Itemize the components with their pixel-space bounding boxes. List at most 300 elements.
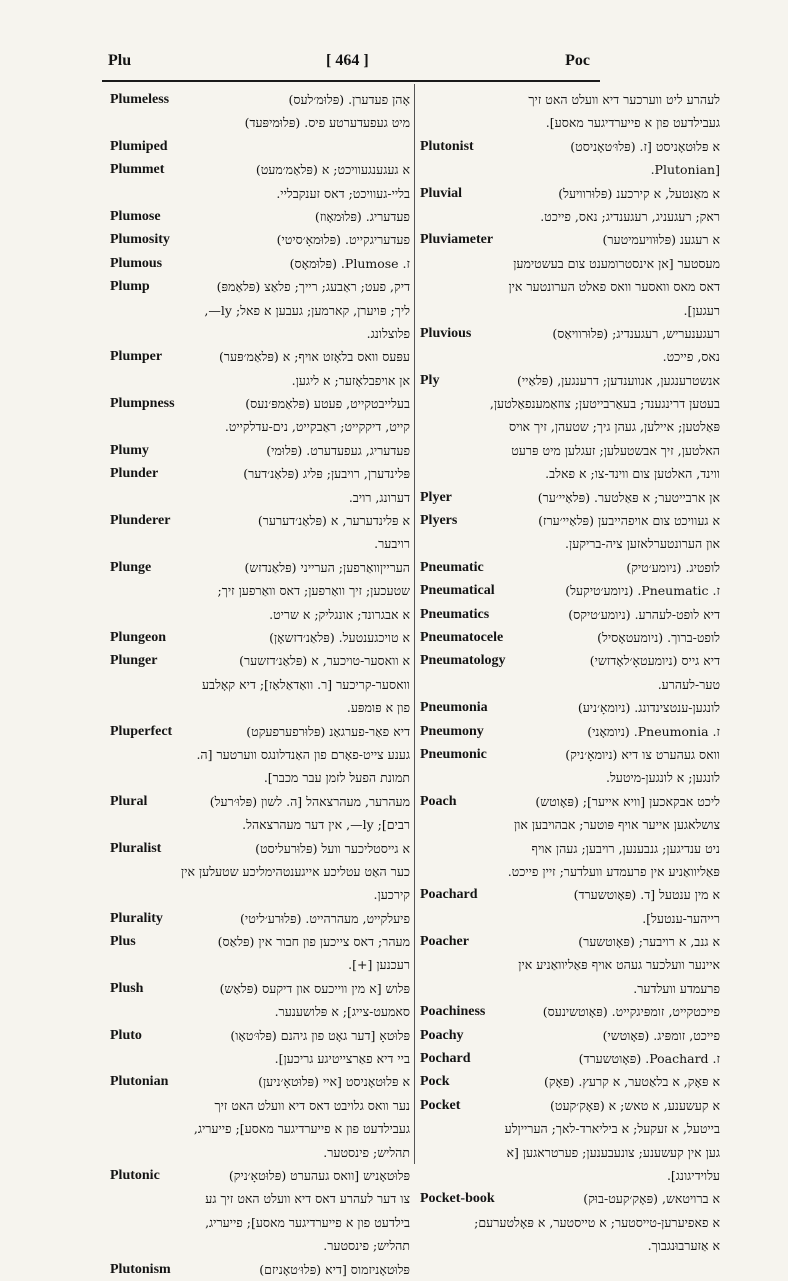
dictionary-entry (110, 626, 410, 649)
entry-definition: קייט, דיקקייט; ראַבקייט, נים-עדלקייט. (224, 419, 410, 435)
entry-definition: רעכנען [+]. (348, 957, 410, 973)
entry-line (420, 1234, 720, 1257)
entry-line (110, 930, 410, 953)
entry-headword: Plumeless (110, 92, 170, 107)
entry-definition: פּאַליוואַניע אין פרעמדע וועלדער; זיין פייכט. (507, 863, 720, 879)
entry-definition: ז. Poachard. (פּאָוטשערד) (578, 1051, 720, 1067)
entry-line (110, 860, 410, 883)
entry-definition: אנשטרענגען, אנווענדען; דרענגען, (פּלאַיי) (517, 372, 720, 388)
entry-definition: געבילדעט פון א פייערדיגער מאסע]. (545, 115, 720, 131)
entry-line (110, 532, 410, 555)
dictionary-entry (420, 720, 720, 743)
dictionary-entry (420, 1000, 720, 1023)
dictionary-entry (110, 720, 410, 790)
entry-line (110, 743, 410, 766)
entry-line (420, 626, 720, 649)
entry-definition: פּאַלטען; איילען, געהן גיך; שטעהן, זיך אויס (508, 419, 720, 435)
dictionary-entry (420, 1024, 720, 1047)
dictionary-entry (420, 182, 720, 229)
entry-line (420, 579, 720, 602)
entry-line (420, 1187, 720, 1210)
entry-definition: גענע צייט-פאָרם פון האַנדלונגס ווערטער [ה. (196, 746, 410, 762)
entry-headword: Pocket (420, 1097, 461, 1113)
entry-definition: א פּאָק, א בלאַטער, א קרעץ. (פּאָק) (543, 1074, 720, 1090)
entry-headword: Pocket-book (420, 1191, 495, 1207)
entry-line (110, 369, 410, 392)
entry-definition: דערונג, רויב. (348, 489, 410, 505)
entry-line (110, 626, 410, 649)
entry-line (420, 977, 720, 1000)
dictionary-entry (110, 158, 410, 205)
entry-definition: פייכט, זומפּיג. (פּאָוטשי) (602, 1027, 720, 1043)
entry-line (420, 953, 720, 976)
entry-line (110, 439, 410, 462)
dictionary-entry (110, 649, 410, 719)
entry-definition: א טויכגענטעל. (פּלאַנ׳דזשאָן) (269, 629, 410, 645)
entry-line (110, 509, 410, 532)
entry-headword: Pochard (420, 1051, 471, 1067)
entry-line (110, 345, 410, 368)
entry-line (110, 1047, 410, 1070)
dictionary-entry (110, 1070, 410, 1164)
entry-headword: Pluto (110, 1027, 142, 1043)
entry-line (420, 907, 720, 930)
entry-headword: Plumy (110, 442, 149, 458)
dictionary-entry (110, 837, 410, 907)
entry-line (110, 579, 410, 602)
dictionary-entry (420, 883, 720, 930)
entry-definition: פּלוּטאָניש [וואס געהערט (פּלוּטאָ׳ניק) (228, 1167, 410, 1183)
entry-definition: א רעגענ (פּלוּוויעמיטער) (602, 232, 720, 248)
entry-definition: ווינד, האלטען צום ווינד-צו; א פאלב. (545, 466, 720, 482)
entry-definition: עלוידיגונג]. (666, 1167, 720, 1183)
dictionary-entry (110, 275, 410, 345)
entry-definition: רויבער. (374, 536, 410, 552)
entry-definition: האלטען, זיך אבשטעלען; זעגלען מיט פּרעט (511, 442, 720, 458)
entry-definition: בליי-געוויכט; דאס זענקבליי. (276, 185, 410, 201)
entry-definition: פּלינדערן, רויבען; פּליג (פּלאַנ׳דער) (243, 466, 410, 482)
entry-headword: Pneumatical (420, 583, 495, 599)
entry-definition: ליכט אבקאכען [וויא אייער]; (פּאָוטש) (535, 793, 720, 809)
entry-line (420, 813, 720, 836)
entry-line (420, 649, 720, 672)
entry-definition: נאס, פייכט. (662, 349, 720, 365)
entry-line (420, 532, 720, 555)
entry-definition: א גנב, א רויבער; (פּאָוטשער) (578, 934, 720, 950)
entry-definition: פעדעריג, געפעדערט. (פּלוּמי) (266, 442, 410, 458)
entry-headword: Pock (420, 1074, 450, 1090)
left-column (110, 88, 410, 1281)
entry-headword: Poacher (420, 934, 469, 950)
entry-definition: רייהער-ענטעל]. (642, 910, 720, 926)
entry-definition: אָהן פעדערן. (פּלוּמ׳לעס) (288, 92, 410, 107)
dictionary-entry (110, 907, 410, 930)
entry-definition: צושלאגען אייער אויף פּוטער; אבהויבען און (513, 817, 720, 833)
entry-line (110, 556, 410, 579)
dictionary-entry (420, 369, 720, 486)
entry-line (420, 486, 720, 509)
entry-definition: ניט ענדיגען; גנבענען, רויבען; געהן אויף (531, 840, 720, 856)
entry-line (420, 1211, 720, 1234)
entry-line (420, 790, 720, 813)
entry-line (110, 837, 410, 860)
entry-line (110, 205, 410, 228)
entry-line (420, 462, 720, 485)
dictionary-entry (110, 205, 410, 228)
entry-definition: הערייןוואַרפען; הערייני (פּלאַנדזש) (244, 559, 410, 575)
entry-definition: איינער וועלכער געהט אויף פּאַליוואַניע אין (518, 957, 720, 973)
entry-headword: Plunderer (110, 513, 171, 529)
entry-definition: א וואסער-טויכער, א (פּלאַנ׳דזשער) (239, 653, 410, 669)
entry-line (110, 649, 410, 672)
entry-line (110, 275, 410, 298)
entry-definition: לעהרע ליט ווערכער דיא וועלט האט זיך (528, 92, 720, 107)
entry-definition: ז. Plumose. (פּלוּמאָס) (289, 255, 410, 271)
dictionary-entry (420, 603, 720, 626)
entry-line (110, 907, 410, 930)
entry-line (420, 673, 720, 696)
entry-line (110, 228, 410, 251)
entry-definition: גען אין קעשענע; צונעבענען; פערטראגען [א (506, 1144, 720, 1160)
page-number: [ 464 ] (326, 52, 369, 69)
dictionary-entry (110, 439, 410, 462)
entry-line (110, 486, 410, 509)
entry-line (110, 1141, 410, 1164)
entry-definition: דיק, פעט; ראַבעג; רייך; פלאַצ (פּלאַמפּ) (216, 279, 410, 295)
entry-definition: ז. Pneumonia. (ניומאָני) (587, 723, 720, 739)
entry-line (420, 1070, 720, 1093)
dictionary-entry (110, 509, 410, 556)
header-guide-right: Poc (565, 52, 590, 69)
entry-line (110, 953, 410, 976)
entry-headword: Pneumonic (420, 746, 487, 762)
dictionary-entry (420, 626, 720, 649)
entry-headword: Plunge (110, 559, 152, 575)
entry-headword: Pneumatology (420, 653, 506, 669)
entry-definition: א גייסטליכער וועל (פּלוּרעליסט) (255, 840, 410, 856)
entry-headword: Plumiped (110, 138, 168, 154)
entry-definition: שטעכען; זיך וואַרפען; דאס וואַרפען זיך; (217, 583, 410, 599)
entry-line (110, 1164, 410, 1187)
entry-headword: Plural (110, 793, 148, 809)
entry-line (110, 135, 410, 158)
entry-definition: קירכען. (373, 887, 410, 903)
entry-definition: פעדעריגקייט. (פּלוּמאָ׳סיטי) (276, 232, 410, 248)
entry-line (420, 299, 720, 322)
entry-line (110, 977, 410, 1000)
entry-headword: Pneumatocele (420, 629, 504, 645)
right-column (420, 88, 720, 1258)
entry-definition: לונגען-ענטצינדונג. (ניומאָ׳ניע) (577, 700, 720, 716)
entry-headword: Pluperfect (110, 723, 173, 739)
entry-line (420, 111, 720, 134)
entry-line (420, 766, 720, 789)
entry-headword: Pluvial (420, 185, 463, 201)
entry-definition: א פּלוּטאָניסט [איי (פּלוּטאָ׳ניען) (258, 1074, 410, 1090)
entry-headword: Poachy (420, 1027, 464, 1043)
entry-headword: Plutonist (420, 138, 474, 154)
entry-headword: Pluviameter (420, 232, 494, 248)
entry-definition: פייכטקייט, זומפּיגקייט. (פּאָוטשינעס) (542, 1004, 720, 1020)
entry-headword: Poachard (420, 887, 478, 903)
entry-line (420, 88, 720, 111)
entry-line (420, 135, 720, 158)
entry-line (110, 1094, 410, 1117)
dictionary-entry (420, 556, 720, 579)
entry-line (420, 392, 720, 415)
entry-line (110, 1070, 410, 1093)
entry-definition: ליך; פּויערן, קארמען; געבען א פאל; ly—, (204, 302, 410, 318)
entry-definition: א אַזערבוּנגבוך. (647, 1238, 720, 1254)
entry-line (420, 1117, 720, 1140)
entry-definition: סאמעט-צייג]; א פּלושענער. (274, 1004, 410, 1020)
column-divider (414, 84, 415, 1164)
entry-line (420, 415, 720, 438)
entry-line (420, 1164, 720, 1187)
entry-definition: פיעלקייט, מעהרהייט. (פּלוּרע׳ליטי) (240, 910, 410, 926)
entry-line (420, 860, 720, 883)
entry-definition: וואס געהערט צו דיא (ניומאָ׳ניק) (565, 746, 720, 762)
dictionary-entry (420, 579, 720, 602)
entry-headword: Plus (110, 934, 136, 950)
header-guide-left: Plu (108, 52, 132, 69)
entry-definition: פלוצלונג. (366, 325, 410, 341)
entry-definition: עפּעס וואס בלאָזט אויף; א (פּלאַמ׳פּער) (219, 349, 410, 365)
entry-line (420, 1047, 720, 1070)
entry-definition: אן אויפבלאָזער; א ליגען. (291, 372, 410, 388)
entry-line (420, 509, 720, 532)
dictionary-entry (110, 228, 410, 251)
entry-headword: Plumper (110, 349, 163, 365)
dictionary-entry (420, 930, 720, 1000)
dictionary-entry (420, 1094, 720, 1188)
entry-headword: Plunger (110, 653, 158, 669)
entry-line (420, 369, 720, 392)
entry-definition: און הערונטערלאזען ציה-בריקען. (565, 536, 720, 552)
entry-headword: Poach (420, 793, 457, 809)
dictionary-entry (420, 743, 720, 790)
entry-headword: Plutonian (110, 1074, 169, 1090)
entry-definition: א פּלינדערער, א (פּלאַנ׳דערער) (257, 513, 410, 529)
entry-line (110, 182, 410, 205)
dictionary-entry (110, 790, 410, 837)
entry-line (110, 1211, 410, 1234)
entry-line (110, 158, 410, 181)
entry-definition: דאס מאס וואסער וואס פאלט הערונטער אין (508, 279, 720, 295)
entry-headword: Plummet (110, 162, 165, 178)
entry-line (420, 883, 720, 906)
entry-definition: א מאַנטעל, א קירכענ (פּלוּרוויעל) (558, 185, 720, 201)
entry-definition: [Plutonian. (650, 162, 720, 178)
dictionary-entry (110, 392, 410, 439)
dictionary-entry (420, 1047, 720, 1070)
entry-headword: Plyer (420, 489, 452, 505)
entry-definition: פרעמדע וועלדער. (633, 980, 720, 996)
entry-definition: א קעשענע, א טאש; א (פּאָק׳קעט) (550, 1097, 720, 1113)
entry-headword: Plump (110, 279, 150, 295)
entry-definition: רעגען]. (683, 302, 720, 318)
entry-line (420, 556, 720, 579)
entry-line (420, 205, 720, 228)
dictionary-entry (420, 790, 720, 884)
entry-line (420, 930, 720, 953)
dictionary-entry (420, 135, 720, 182)
dictionary-entry (110, 977, 410, 1024)
entry-line (110, 1117, 410, 1140)
entry-line (420, 275, 720, 298)
entry-definition: פּלוּטאָניזמוס [דיא (פּלוּ׳טאָניזם) (259, 1261, 410, 1277)
entry-line (420, 158, 720, 181)
entry-definition: צו דער לעהרע דאס דיא וועלט האט זיך גע (205, 1191, 410, 1207)
entry-definition: וואסער-קריכער [ר. וואַדאַלאַז]; דיא קאָלבע (201, 676, 410, 692)
entry-definition: רבים]; ly—, אין דער מעהרצאהל. (242, 817, 410, 833)
entry-definition: לונגען; א לונגען-מיטעל. (605, 770, 720, 786)
dictionary-entry (110, 1164, 410, 1258)
entry-line (420, 1024, 720, 1047)
entry-definition: א פּלוּטאָניסט [ז. (פּלוּ׳טאָניסט) (570, 138, 720, 154)
entry-line (110, 415, 410, 438)
entry-line (110, 813, 410, 836)
entry-line (420, 345, 720, 368)
entry-line (110, 1187, 410, 1210)
entry-definition: פעדעריג. (פּלוּמאָוז) (314, 208, 410, 224)
entry-line (110, 1000, 410, 1023)
entry-line (420, 228, 720, 251)
entry-definition: א ברויטאש, (פּאָק׳קעט-בוּק) (583, 1191, 720, 1207)
entry-definition: תהליש; פינסטער. (323, 1144, 410, 1160)
entry-line (110, 1024, 410, 1047)
entry-headword: Plumous (110, 255, 163, 271)
entry-line (110, 720, 410, 743)
entry-definition: נער וואס גלויבט דאס דיא וועלט האט זיך (214, 1097, 410, 1113)
entry-line (420, 439, 720, 462)
dictionary-entry (420, 486, 720, 509)
entry-definition: לופט-ברוך. (ניומעטאָסיל) (597, 629, 720, 645)
entry-definition: א פאפיערען-טייסטער; א טייסטער, א פּאָלטערעם; (474, 1214, 720, 1230)
dictionary-entry (420, 88, 720, 135)
entry-definition: ביי דיא פאַרצייטיגע גריכען]. (274, 1051, 410, 1067)
page-header (108, 50, 590, 76)
header-rule (102, 80, 600, 82)
entry-headword: Poachiness (420, 1004, 486, 1020)
entry-line (110, 462, 410, 485)
dictionary-entry (420, 322, 720, 369)
entry-definition: טער-לעהרע. (657, 676, 720, 692)
entry-line (110, 252, 410, 275)
entry-definition: א מין ענטעל [ד. (פּאָוטשערד) (573, 887, 720, 903)
entry-headword: Pneumatics (420, 606, 490, 622)
dictionary-entry (420, 1070, 720, 1093)
entry-definition: כער האַט עטליכע אייגענטהימליכע שטעלען אין (181, 863, 410, 879)
entry-definition: ז. Pneumatic. (ניומע׳טיקעל) (565, 583, 720, 599)
entry-definition: מיט געפעדערטע פיס. (פּלוּמיפּעד) (244, 115, 410, 131)
dictionary-entry (420, 649, 720, 696)
entry-definition: דיא פאַר-פערגאַנ (פּלוּרפערפעקט) (246, 723, 410, 739)
dictionary-entry (110, 556, 410, 626)
dictionary-entry (110, 345, 410, 392)
entry-line (420, 1141, 720, 1164)
entry-definition: בעלייבטקייט, פעטע (פּלאַמפּ׳נעס) (245, 396, 410, 412)
entry-line (420, 743, 720, 766)
entry-definition: דיא לופט-לעהרע. (ניומע׳טיקס) (568, 606, 720, 622)
entry-line (420, 720, 720, 743)
dictionary-entry (110, 1024, 410, 1071)
entry-line (420, 252, 720, 275)
entry-line (110, 111, 410, 134)
entry-definition: פּלוש [א מין ווייכעס און דיקעס (פּלאַש) (219, 980, 410, 996)
entry-definition: מעסטער [אן אינסטרומענט צום בעשטימען (513, 255, 720, 271)
entry-line (110, 392, 410, 415)
entry-definition: רעגענעריש, רעגענדיג; (פּלוּרוויאַס) (552, 325, 720, 341)
dictionary-entry (110, 930, 410, 977)
entry-definition: א אבגרונד; אונגליק; א שריט. (269, 606, 410, 622)
entry-line (110, 673, 410, 696)
entry-headword: Plunder (110, 466, 159, 482)
entry-definition: א געגענגעוויכט; א (פּלאַמ׳מעט) (255, 162, 410, 178)
entry-headword: Plumose (110, 208, 161, 224)
dictionary-entry (420, 509, 720, 556)
entry-headword: Pneumony (420, 723, 484, 739)
entry-definition: מעהרער, מעהרצאהל [ה. לשון (פּלוּ׳רעל) (209, 793, 410, 809)
entry-headword: Pneumonia (420, 700, 488, 716)
entry-headword: Ply (420, 372, 440, 388)
entry-headword: Plungeon (110, 629, 167, 645)
dictionary-entry (420, 1187, 720, 1257)
dictionary-entry (420, 696, 720, 719)
entry-definition: א געוויכט צום אויפהייבען (פּלאַיי׳ערז) (538, 513, 720, 529)
entry-definition: אן ארבייטער; א פּאַלטער. (פּלאַיי׳ער) (537, 489, 720, 505)
entry-headword: Plumpness (110, 396, 175, 412)
entry-headword: Plurality (110, 910, 163, 926)
entry-definition: מעהר; דאס צייכען פון חבור אין (פּלאַס) (217, 934, 410, 950)
entry-line (420, 1094, 720, 1117)
entry-line (420, 182, 720, 205)
entry-definition: בעטען דרינגענד; בעאַרבייטען; צוזאַמענפאַלטען, (489, 396, 720, 412)
entry-headword: Plutonism (110, 1261, 171, 1277)
entry-definition: תהליש; פינסטער. (323, 1238, 410, 1254)
dictionary-entry (420, 228, 720, 322)
entry-definition: בייטעל, א זעקעל; א ביליארד-לאך; הערייןלע (504, 1121, 720, 1137)
entry-line (110, 696, 410, 719)
entry-definition: ראק; רעגעניג, רעגענדיג; נאס, פייכט. (540, 208, 720, 224)
entry-line (110, 88, 410, 111)
dictionary-entry (110, 462, 410, 509)
dictionary-entry (110, 252, 410, 275)
entry-headword: Plyers (420, 513, 458, 529)
entry-line (110, 322, 410, 345)
entry-line (110, 1234, 410, 1257)
entry-definition: בילדעט פון א פייערדיגער מאסע]; פייעריג, (205, 1214, 410, 1230)
entry-definition: דיא גייס (ניומעטאָ׳לאָדזשי) (589, 653, 720, 669)
entry-definition: געבילדעט פון א פייערדיגער מאסע]; פייעריג, (193, 1121, 410, 1137)
entry-headword: Plumosity (110, 232, 170, 248)
entry-definition: פון א פּומפּע. (346, 700, 410, 716)
entry-line (420, 1000, 720, 1023)
dictionary-entry (110, 88, 410, 135)
dictionary-entry (110, 1258, 410, 1281)
entry-line (420, 603, 720, 626)
entry-headword: Pluralist (110, 840, 162, 856)
entry-line (420, 322, 720, 345)
entry-headword: Plush (110, 980, 144, 996)
entry-line (110, 790, 410, 813)
entry-line (110, 1258, 410, 1281)
entry-headword: Pluvious (420, 325, 472, 341)
entry-line (110, 883, 410, 906)
entry-line (110, 766, 410, 789)
entry-definition: תמונת הפעל לזמן עבר מכבר]. (263, 770, 410, 786)
entry-line (110, 299, 410, 322)
